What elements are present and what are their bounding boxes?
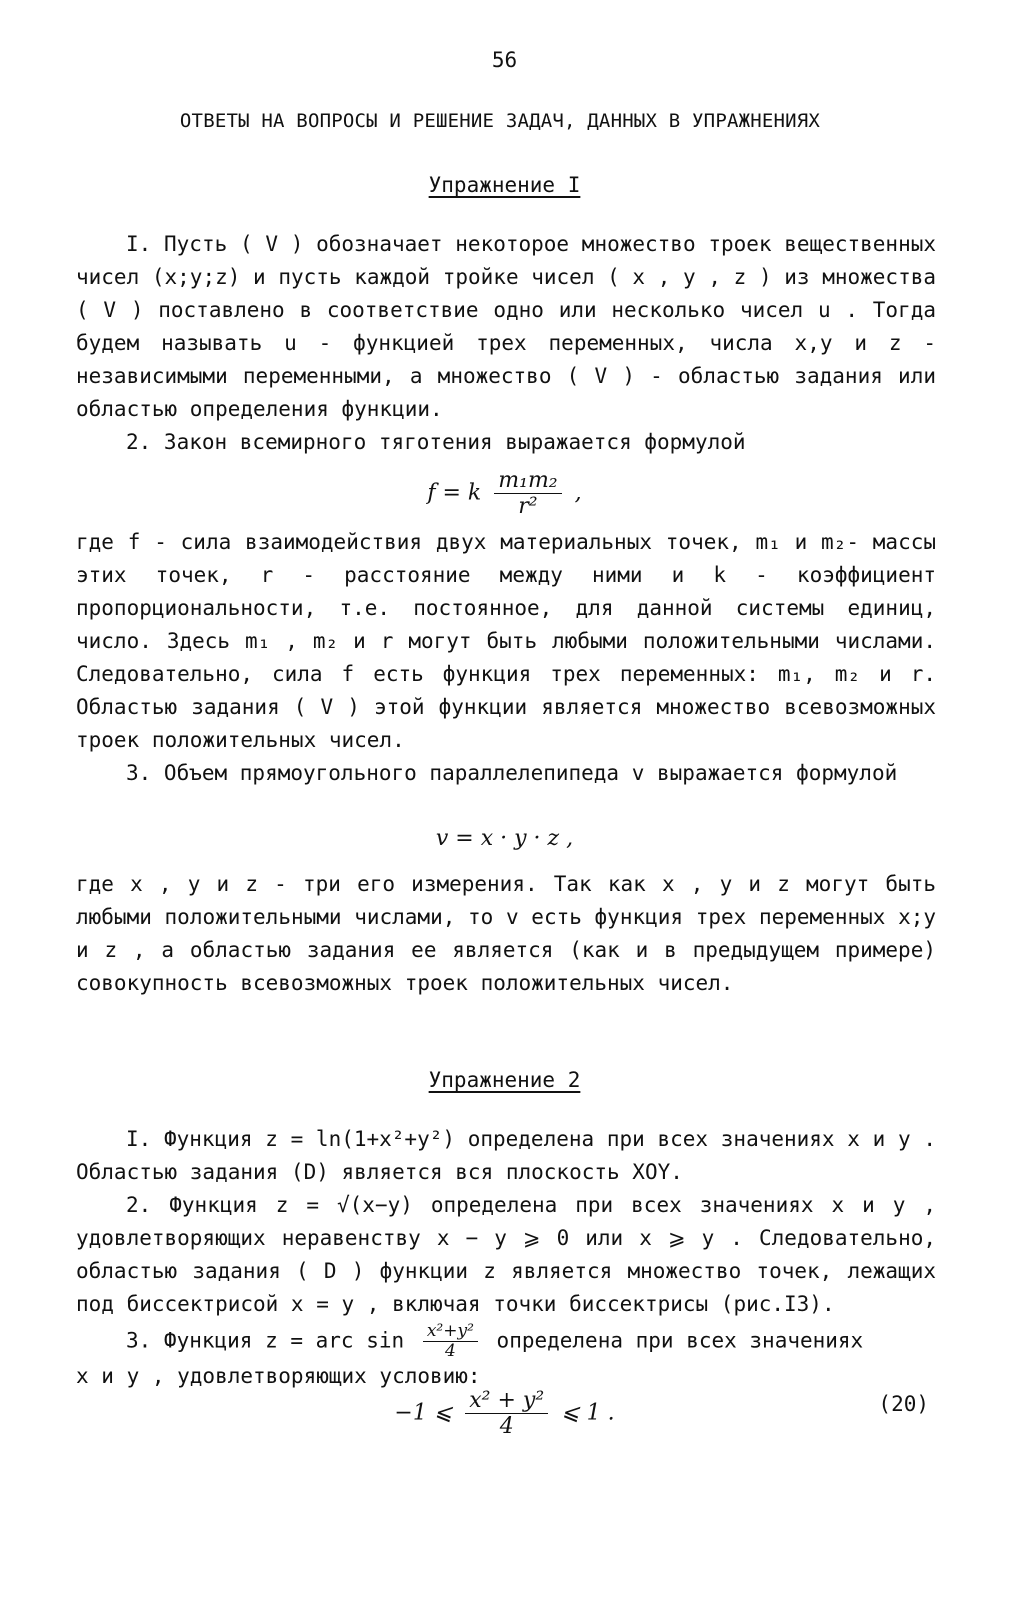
section-title-1: Упражнение I <box>428 173 581 197</box>
paragraph-2-intro: 2. Закон всемирного тяготения выражается формулой <box>126 430 746 454</box>
page-number: 56 <box>491 48 518 72</box>
paragraph-s2-1: I. Функция z = ln(1+x²+y²) определена при всех значениях x и y . Областью задания (D) является вся плоскость XOY. <box>76 1127 949 1184</box>
volume-formula: v = x · y · z , <box>435 826 574 851</box>
inequality-formula <box>0 1388 1009 1439</box>
paragraph-s2-3-second-line: x и y , удовлетворяющих условию: <box>76 1364 481 1388</box>
ineq-right: ⩽ 1 . <box>561 1400 615 1426</box>
arcsin-fraction <box>423 1322 478 1361</box>
gravity-formula <box>0 468 1009 519</box>
formula-fraction <box>494 468 561 519</box>
ineq-numerator: x² + y² <box>465 1388 548 1414</box>
paragraph-s2-2: 2. Функция z = √(x−y) определена при всех значениях x и y , удовлетворяющих неравенству x − y ⩾ 0 или x ⩾ y . Следовательно, областью задания ( D ) функции z является множество точек, лежащих под биссектрисой x = y , включая точки биссектрисы (рис.I3). <box>76 1193 949 1316</box>
formula-denominator: r² <box>518 494 538 519</box>
s2-3-prefix: 3. Функция z = arc sin <box>126 1328 405 1353</box>
formula-numerator: m₁m₂ <box>494 468 561 494</box>
paragraph-3-rest: где x , y и z - три его измерения. Так как x , y и z могут быть любыми положительными числами, то v есть функция трех переменных x;y и z , а областью задания ее является (как и в предыдущем примере) совокупность всевозможных троек положительных чисел. <box>76 872 949 995</box>
paragraph-1: I. Пусть ( V ) обозначает некоторое множество троек вещественных чисел (x;y;z) и пусть каждой тройке чисел ( x , y , z ) из множества ( V ) поставлено в соответствие одно или несколько чисел u . Тогда будем называть u - функцией трех переменных, числа x,y и z - независимыми переменными, а множество ( V ) - областью задания или областью определения функции. <box>76 232 949 421</box>
ineq-left: −1 ⩽ <box>394 1400 453 1426</box>
formula-tail: , <box>574 480 582 506</box>
chapter-header: ОТВЕТЫ НА ВОПРОСЫ И РЕШЕНИЕ ЗАДАЧ, ДАННЫХ В УПРАЖНЕНИЯХ <box>179 110 821 132</box>
equation-number: (20) <box>878 1392 929 1416</box>
ineq-fraction <box>465 1388 548 1439</box>
s2-3-suffix: определена при всех значениях <box>496 1328 864 1353</box>
paragraph-s2-3-first-line <box>76 1322 956 1361</box>
paragraph-2-rest: где f - сила взаимодействия двух материальных точек, m₁ и m₂- массы этих точек, r - расстояние между ними и k - коэффициент пропорциональности, т.е. постоянное, для данной системы единиц, число. Здесь m₁ , m₂ и r могут быть любыми положительными числами. Следовательно, сила f есть функция трех переменных: m₁, m₂ и r. Областью задания ( V ) этой функции является множество всевозможных троек положительных чисел. <box>76 530 949 752</box>
formula-lhs: f = k <box>427 480 482 506</box>
section-title-2: Упражнение 2 <box>428 1068 581 1092</box>
arcsin-numerator: x²+y² <box>423 1322 478 1342</box>
arcsin-denominator: 4 <box>444 1341 456 1361</box>
ineq-denominator: 4 <box>499 1414 514 1439</box>
paragraph-3-intro: 3. Объем прямоугольного параллелепипеда v выражается формулой <box>126 761 898 785</box>
